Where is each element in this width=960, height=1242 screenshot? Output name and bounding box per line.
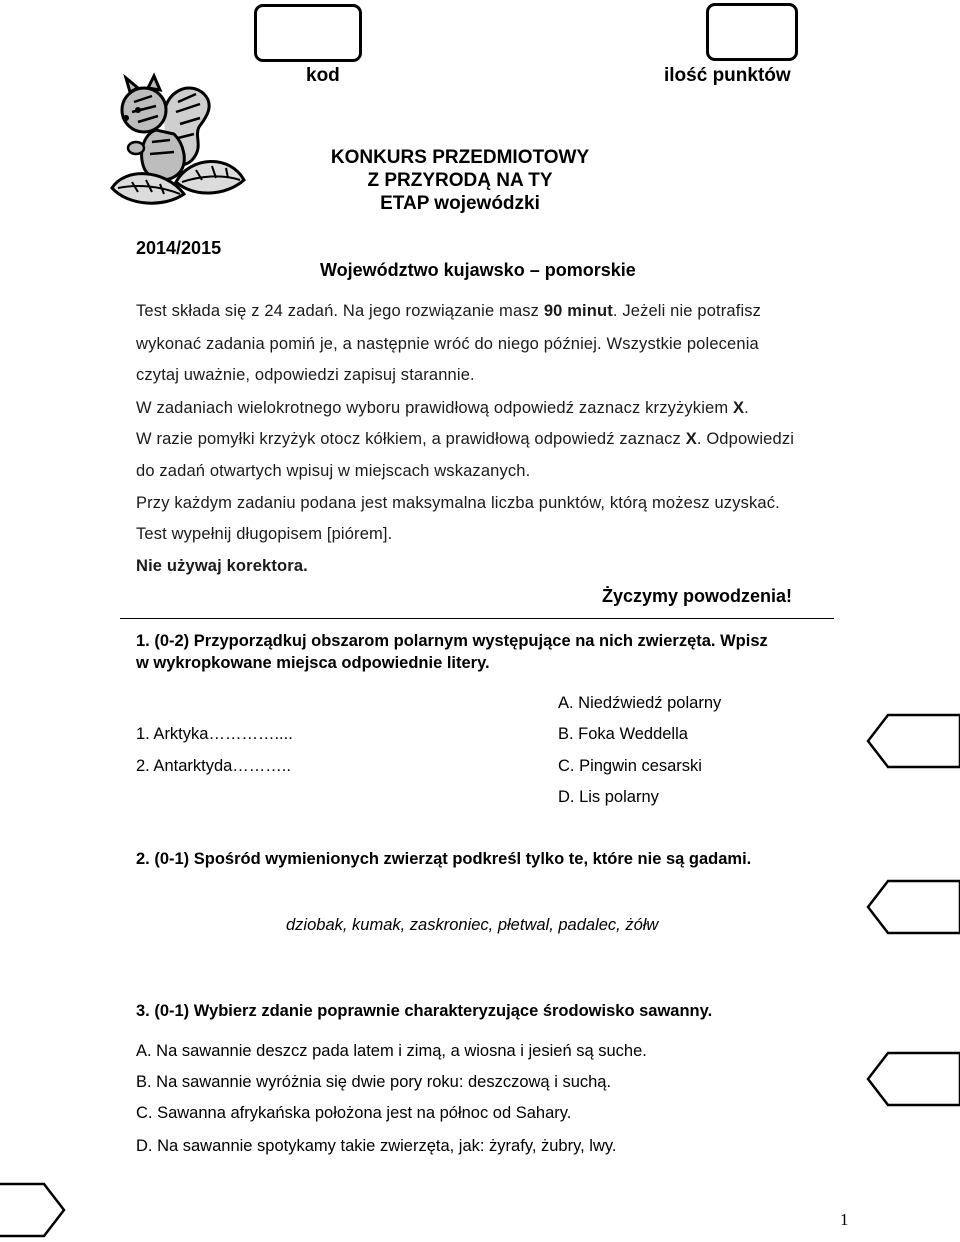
instr-line-9: Nie używaj korektora. — [136, 557, 308, 575]
q1-option-d: D. Lis polarny — [558, 788, 659, 806]
score-hexagon-4[interactable] — [0, 1182, 66, 1238]
instr-line-6: do zadań otwartych wpisuj w miejscach wskazanych. — [136, 462, 531, 480]
q1-line-1: 1. (0-2) Przyporządkuj obszarom polarnym występujące na nich zwierzęta. Wpisz — [136, 632, 768, 650]
title-line-3: ETAP wojewódzki — [380, 193, 540, 214]
instr-line-1: Test składa się z 24 zadań. Na jego rozwiązanie masz 90 minut. Jeżeli nie potrafisz — [136, 302, 762, 320]
region: Województwo kujawsko – pomorskie — [320, 260, 636, 280]
page-number: 1 — [840, 1210, 849, 1229]
title-line-2: Z PRZYRODĄ NA TY — [367, 170, 553, 191]
good-luck: Życzymy powodzenia! — [602, 586, 793, 606]
points-label: ilość punktów — [664, 65, 791, 86]
separator-line — [120, 618, 834, 619]
score-hexagon-1[interactable] — [866, 712, 960, 770]
q2-animals[interactable]: dziobak, kumak, zaskroniec, płetwal, padalec, żółw — [286, 916, 659, 934]
instr-line-2: wykonać zadania pomiń je, a następnie wróć do niego później. Wszystkie polecenia — [136, 335, 759, 353]
score-hexagon-2[interactable] — [866, 878, 960, 936]
instr-line-4: W zadaniach wielokrotnego wyboru prawidłową odpowiedź zaznacz krzyżykiem X. — [136, 399, 749, 417]
q1-antarctic[interactable]: 2. Antarktyda……….. — [136, 757, 291, 775]
code-box[interactable] — [254, 4, 362, 62]
instr-line-7: Przy każdym zadaniu podana jest maksymalna liczba punktów, którą możesz uzyskać. — [136, 494, 780, 512]
code-label: kod — [306, 65, 340, 86]
q1-option-a: A. Niedźwiedź polarny — [558, 694, 722, 712]
q3-option-c[interactable]: C. Sawanna afrykańska położona jest na północ od Sahary. — [136, 1104, 572, 1122]
q1-option-c: C. Pingwin cesarski — [558, 757, 702, 775]
points-box[interactable] — [706, 3, 798, 61]
title-line-1: KONKURS PRZEDMIOTOWY — [330, 147, 590, 168]
instr-line-5: W razie pomyłki krzyżyk otocz kółkiem, a prawidłową odpowiedź zaznacz X. Odpowiedzi — [136, 430, 795, 448]
q3-option-d[interactable]: D. Na sawannie spotykamy takie zwierzęta, jak: żyrafy, żubry, lwy. — [136, 1137, 617, 1155]
instr-line-3: czytaj uważnie, odpowiedzi zapisuj starannie. — [136, 366, 475, 384]
q3-option-a[interactable]: A. Na sawannie deszcz pada latem i zimą, a wiosna i jesień są suche. — [136, 1042, 647, 1060]
q1-line-2: w wykropkowane miejsca odpowiednie litery. — [136, 654, 490, 672]
contest-title — [300, 146, 620, 215]
squirrel-logo — [104, 72, 249, 222]
question-3: 3. (0-1) Wybierz zdanie poprawnie charakteryzujące środowisko sawanny. — [136, 1002, 713, 1020]
question-2: 2. (0-1) Spośród wymienionych zwierząt podkreśl tylko te, które nie są gadami. — [136, 850, 752, 868]
q3-option-b[interactable]: B. Na sawannie wyróżnia się dwie pory roku: deszczową i suchą. — [136, 1073, 612, 1091]
q1-option-b: B. Foka Weddella — [558, 725, 688, 743]
score-hexagon-3[interactable] — [866, 1050, 960, 1108]
instr-line-8: Test wypełnij długopisem [piórem]. — [136, 525, 393, 543]
q1-arctic[interactable]: 1. Arktyka………….... — [136, 725, 293, 743]
question-1 — [136, 630, 866, 674]
school-year: 2014/2015 — [136, 238, 222, 258]
